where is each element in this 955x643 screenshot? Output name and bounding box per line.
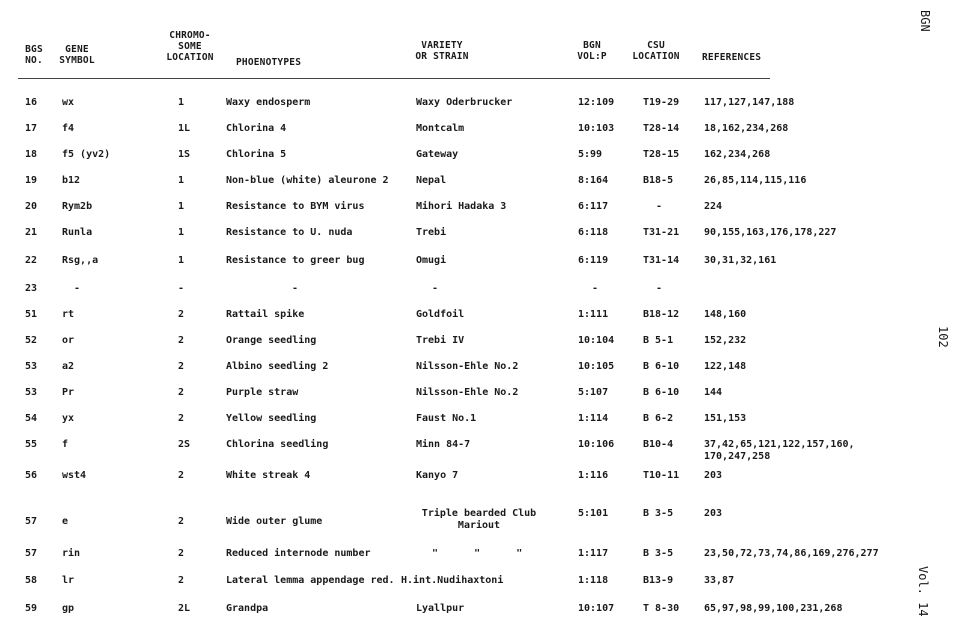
- gene-symbol: a2: [62, 361, 75, 372]
- bgn-vol: 10:107: [578, 603, 615, 614]
- bgs-no: 23: [25, 283, 38, 294]
- bgs-no: 51: [25, 309, 38, 320]
- variety: Montcalm: [416, 123, 465, 134]
- references: 37,42,65,121,122,157,160, 170,247,258: [704, 439, 855, 462]
- gene-symbol: -: [74, 283, 81, 294]
- header-variety-strain: [402, 40, 482, 62]
- bgn-vol: 6:119: [578, 255, 609, 266]
- references: 144: [704, 387, 723, 398]
- gene-symbol: f4: [62, 123, 75, 134]
- csu-location: B 6-10: [643, 361, 680, 372]
- header-divider: [18, 78, 770, 79]
- bgs-no: 54: [25, 413, 38, 424]
- phenotype: Orange seedling: [226, 335, 317, 346]
- chromosome-location: -: [178, 283, 185, 294]
- csu-location: T28-15: [643, 149, 680, 160]
- csu-location: B18-12: [643, 309, 680, 320]
- gene-symbol: wst4: [62, 470, 87, 481]
- bgs-no: 52: [25, 335, 38, 346]
- gene-symbol: or: [62, 335, 75, 346]
- bgn-vol: 10:106: [578, 439, 615, 450]
- variety: Lyallpur: [416, 603, 465, 614]
- gene-symbol: f5 (yv2): [62, 149, 111, 160]
- gene-symbol: wx: [62, 97, 75, 108]
- gene-symbol: rin: [62, 548, 81, 559]
- phenotype: White streak 4: [226, 470, 311, 481]
- bgs-no: 58: [25, 575, 38, 586]
- bgn-vol: 1:116: [578, 470, 609, 481]
- gene-symbol: e: [62, 516, 69, 527]
- phenotype: Waxy endosperm: [226, 97, 311, 108]
- variety: Nilsson-Ehle No.2: [416, 387, 519, 398]
- bgn-vol: 5:107: [578, 387, 609, 398]
- references: 224: [704, 201, 723, 212]
- header-gene-symbol: [52, 44, 102, 66]
- header-gene-line1: GENE: [65, 44, 89, 55]
- references: 65,97,98,99,100,231,268: [704, 603, 843, 614]
- bgs-no: 57: [25, 548, 38, 559]
- chromosome-location: 1: [178, 255, 185, 266]
- bgs-no: 16: [25, 97, 38, 108]
- phenotype: Rattail spike: [226, 309, 305, 320]
- gene-symbol: lr: [62, 575, 75, 586]
- references: 162,234,268: [704, 149, 771, 160]
- variety: Omugi: [416, 255, 447, 266]
- variety: Minn 84-7: [416, 439, 471, 450]
- header-phenotypes: PHOENOTYPES: [236, 57, 302, 68]
- bgs-no: 55: [25, 439, 38, 450]
- csu-location: B 6-2: [643, 413, 674, 424]
- header-bgs-no: [20, 44, 48, 66]
- phenotype: Grandpa: [226, 603, 269, 614]
- header-bgn-line1: BGN: [583, 40, 601, 51]
- csu-location: T28-14: [643, 123, 680, 134]
- chromosome-location: 2: [178, 413, 185, 424]
- bgs-no: 57: [25, 516, 38, 527]
- phenotype: Resistance to U. nuda: [226, 227, 353, 238]
- phenotype: Wide outer glume: [226, 516, 323, 527]
- csu-location: -: [656, 201, 663, 212]
- references: 30,31,32,161: [704, 255, 777, 266]
- side-journal-name: BGN: [918, 10, 932, 32]
- header-csu-location: [628, 40, 684, 62]
- chromosome-location: 2: [178, 516, 185, 527]
- gene-symbol: rt: [62, 309, 75, 320]
- header-csu-line2: LOCATION: [632, 51, 680, 62]
- bgn-vol: 1:118: [578, 575, 609, 586]
- chromosome-location: 2: [178, 387, 185, 398]
- chromosome-location: 1: [178, 97, 185, 108]
- variety: Kanyo 7: [416, 470, 459, 481]
- chromosome-location: 2L: [178, 603, 191, 614]
- bgn-vol: 10:103: [578, 123, 615, 134]
- bgs-no: 17: [25, 123, 38, 134]
- bgs-no: 18: [25, 149, 38, 160]
- references: 23,50,72,73,74,86,169,276,277: [704, 548, 879, 559]
- phenotype: Yellow seedling: [226, 413, 317, 424]
- bgs-no: 22: [25, 255, 38, 266]
- bgn-vol: 5:101: [578, 508, 609, 519]
- phenotype: Reduced internode number: [226, 548, 371, 559]
- header-bgs-no-line2: NO.: [25, 55, 43, 66]
- bgn-vol: 6:118: [578, 227, 609, 238]
- phenotype: Chlorina 4: [226, 123, 287, 134]
- phenotype: Resistance to greer bug: [226, 255, 365, 266]
- chromosome-location: 2: [178, 470, 185, 481]
- chromosome-location: 2: [178, 361, 185, 372]
- bgn-vol: 6:117: [578, 201, 609, 212]
- variety: Trebi IV: [416, 335, 465, 346]
- side-volume: Vol. 14: [916, 566, 930, 617]
- csu-location: B 3-5: [643, 548, 674, 559]
- references: 122,148: [704, 361, 747, 372]
- bgs-no: 56: [25, 470, 38, 481]
- chromosome-location: 2S: [178, 439, 191, 450]
- references: 26,85,114,115,116: [704, 175, 807, 186]
- bgs-no: 20: [25, 201, 38, 212]
- phenotype: Lateral lemma appendage red.: [226, 575, 395, 586]
- csu-location: T19-29: [643, 97, 680, 108]
- phenotype: -: [292, 283, 299, 294]
- bgs-no: 19: [25, 175, 38, 186]
- gene-symbol: f: [62, 439, 69, 450]
- variety: Faust No.1: [416, 413, 477, 424]
- variety: -: [432, 283, 439, 294]
- references: 203: [704, 508, 723, 519]
- csu-location: T31-14: [643, 255, 680, 266]
- csu-location: B 3-5: [643, 508, 674, 519]
- gene-symbol: b12: [62, 175, 81, 186]
- chromosome-location: 1S: [178, 149, 191, 160]
- variety: H.int.Nudihaxtoni: [401, 575, 504, 586]
- variety: Waxy Oderbrucker: [416, 97, 513, 108]
- references: 151,153: [704, 413, 747, 424]
- chromosome-location: 2: [178, 575, 185, 586]
- chromosome-location: 2: [178, 335, 185, 346]
- bgn-vol: 8:164: [578, 175, 609, 186]
- bgn-vol: 1:114: [578, 413, 609, 424]
- csu-location: B10-4: [643, 439, 674, 450]
- phenotype: Chlorina seedling: [226, 439, 329, 450]
- bgs-no: 53: [25, 361, 38, 372]
- references: 152,232: [704, 335, 747, 346]
- variety: Trebi: [416, 227, 447, 238]
- csu-location: T31-21: [643, 227, 680, 238]
- references: 33,87: [704, 575, 735, 586]
- phenotype: Resistance to BYM virus: [226, 201, 365, 212]
- variety: Gateway: [416, 149, 459, 160]
- header-variety-line2: OR STRAIN: [415, 51, 469, 62]
- csu-location: B13-9: [643, 575, 674, 586]
- header-variety-line1: VARIETY: [421, 40, 463, 51]
- header-chrom-line1: CHROMO-: [169, 30, 211, 41]
- chromosome-location: 2: [178, 548, 185, 559]
- gene-symbol: gp: [62, 603, 75, 614]
- chromosome-location: 1: [178, 175, 185, 186]
- header-bgs-no-line1: BGS: [25, 44, 43, 55]
- references: 203: [704, 470, 723, 481]
- gene-symbol: Runla: [62, 227, 93, 238]
- variety: Nilsson-Ehle No.2: [416, 361, 519, 372]
- csu-location: -: [656, 283, 663, 294]
- chromosome-location: 1: [178, 227, 185, 238]
- chromosome-location: 2: [178, 309, 185, 320]
- bgs-no: 21: [25, 227, 38, 238]
- references: 148,160: [704, 309, 747, 320]
- variety: " " ": [432, 548, 523, 559]
- chromosome-location: 1: [178, 201, 185, 212]
- bgs-no: 53: [25, 387, 38, 398]
- bgn-vol: 12:109: [578, 97, 615, 108]
- variety: Nepal: [416, 175, 447, 186]
- header-bgn-volp: [570, 40, 614, 62]
- header-chromosome-location: [160, 30, 220, 63]
- gene-symbol: yx: [62, 413, 75, 424]
- bgn-vol: 1:117: [578, 548, 609, 559]
- variety: Goldfoil: [416, 309, 465, 320]
- variety: Triple bearded Club Mariout: [421, 508, 537, 531]
- phenotype: Purple straw: [226, 387, 299, 398]
- csu-location: B18-5: [643, 175, 674, 186]
- phenotype: Non-blue (white) aleurone 2: [226, 175, 389, 186]
- gene-symbol: Rsg,,a: [62, 255, 99, 266]
- csu-location: B 6-10: [643, 387, 680, 398]
- phenotype: Albino seedling 2: [226, 361, 329, 372]
- bgn-vol: -: [592, 283, 599, 294]
- bgs-no: 59: [25, 603, 38, 614]
- gene-symbol: Rym2b: [62, 201, 93, 212]
- bgn-vol: 5:99: [578, 149, 603, 160]
- references: 90,155,163,176,178,227: [704, 227, 837, 238]
- bgn-vol: 10:104: [578, 335, 615, 346]
- side-page-number: 102: [936, 326, 950, 348]
- references: 18,162,234,268: [704, 123, 789, 134]
- header-gene-line2: SYMBOL: [59, 55, 95, 66]
- chromosome-location: 1L: [178, 123, 191, 134]
- header-chrom-line3: LOCATION: [166, 52, 214, 63]
- bgn-vol: 10:105: [578, 361, 615, 372]
- header-chrom-line2: SOME: [178, 41, 202, 52]
- csu-location: B 5-1: [643, 335, 674, 346]
- header-references: REFERENCES: [702, 52, 762, 63]
- header-bgn-line2: VOL:P: [577, 51, 607, 62]
- csu-location: T 8-30: [643, 603, 680, 614]
- bgn-vol: 1:111: [578, 309, 609, 320]
- gene-symbol: Pr: [62, 387, 75, 398]
- csu-location: T10-11: [643, 470, 680, 481]
- variety: Mihori Hadaka 3: [416, 201, 507, 212]
- phenotype: Chlorina 5: [226, 149, 287, 160]
- header-csu-line1: CSU: [647, 40, 665, 51]
- references: 117,127,147,188: [704, 97, 795, 108]
